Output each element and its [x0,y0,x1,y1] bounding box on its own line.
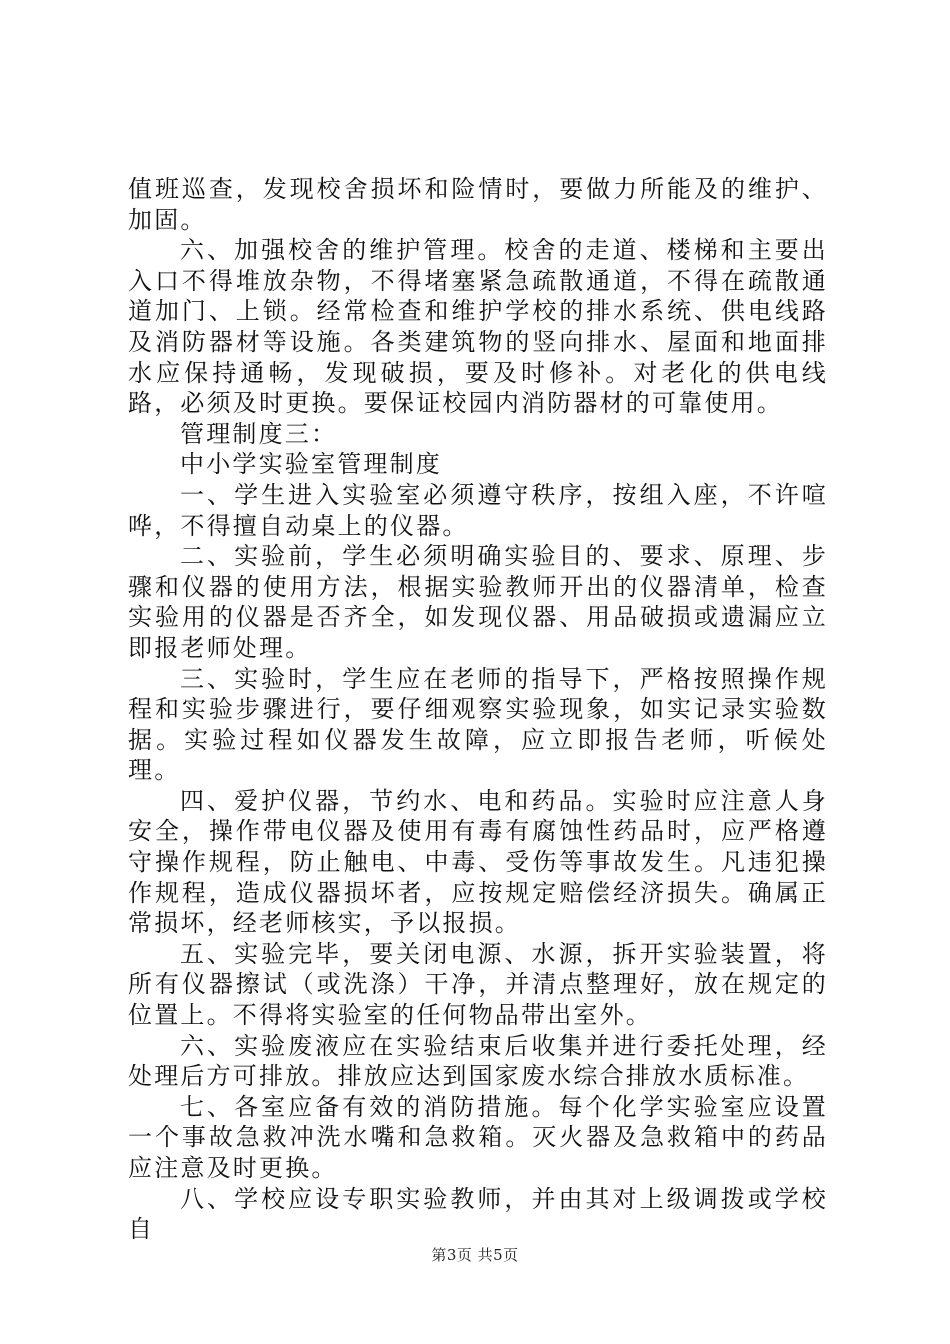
section-heading: 管理制度三： [180,419,338,448]
paragraph-rule-three: 三、实验时，学生应在老师的指导下，严格按照操作规程和实验步骤进行，要仔细观察实验现象，如实记录实验数据。实验过程如仪器发生故障，应立即报告老师，听候处理。 [128,664,828,785]
page-number-footer: 第3页 共5页 [431,1246,519,1264]
paragraph-rule-seven: 七、各室应备有效的消防措施。每个化学实验室应设置一个事故急救冲洗水嘴和急救箱。灭火器及急救箱中的药品应注意及时更换。 [128,1092,828,1182]
paragraph-continuation: 值班巡查，发现校舍损坏和险情时，要做力所能及的维护、加固。 [128,175,828,234]
paragraph-rule-two: 二、实验前，学生必须明确实验目的、要求、原理、步骤和仪器的使用方法，根据实验教师开出的仪器清单，检查实验用的仪器是否齐全，如发现仪器、用品破损或遗漏应立即报老师处理。 [128,542,828,662]
paragraph-rule-five: 五、实验完毕，要关闭电源、水源，拆开实验装置，将所有仪器擦试（或洗涤）干净，并清点整理好，放在规定的位置上。不得将实验室的任何物品带出室外。 [128,939,828,1030]
document-body [128,174,828,1245]
paragraph-rule-one: 一、学生进入实验室必须遵守秩序，按组入座，不许喧哗，不得擅自动桌上的仪器。 [128,480,828,540]
paragraph-rule-six: 六、实验废液应在实验结束后收集并进行委托处理，经处理后方可排放。排放应达到国家废水综合排放水质标准。 [128,1031,828,1091]
paragraph-rule-eight: 八、学校应设专职实验教师，并由其对上级调拨或学校自 [128,1184,828,1244]
paragraph-rule-four: 四、爱护仪器，节约水、电和药品。实验时应注意人身安全，操作带电仪器及使用有毒有腐蚀性药品时，应严格遵守操作规程，防止触电、中毒、受伤等事故发生。凡违犯操作规程，造成仪器损坏者，应按规定赔偿经济损失。确属正常损坏，经老师核实，予以报损。 [128,786,828,938]
section-title: 中小学实验室管理制度 [180,450,442,479]
paragraph-item-six-maintenance: 六、加强校舍的维护管理。校舍的走道、楼梯和主要出入口不得堆放杂物，不得堵塞紧急疏散通道，不得在疏散通道加门、上锁。经常检查和维护学校的排水系统、供电线路及消防器材等设施。各类建筑物的竖向排水、屋面和地面排水应保持通畅，发现破损，要及时修补。对老化的供电线路，必须及时更换。要保证校园内消防器材的可靠使用。 [128,236,828,418]
